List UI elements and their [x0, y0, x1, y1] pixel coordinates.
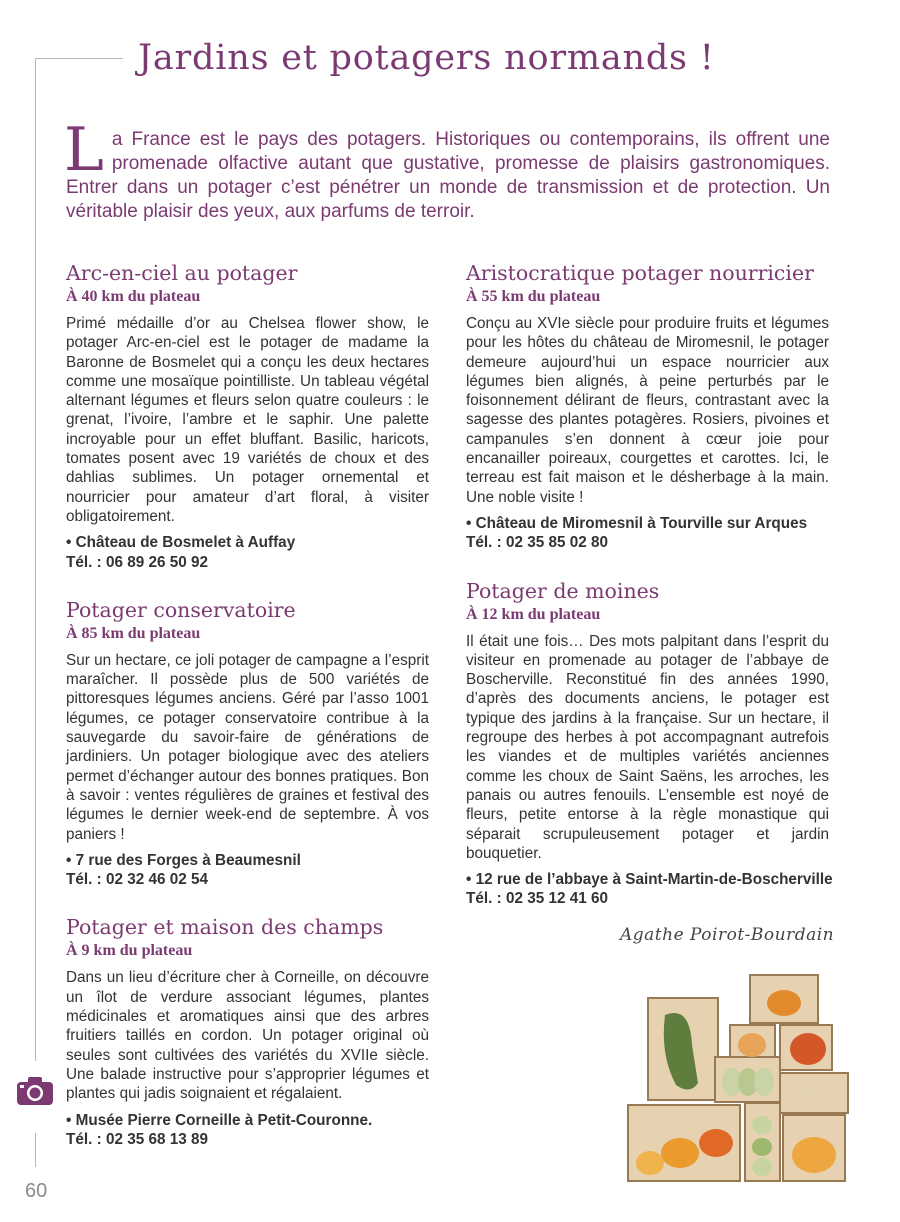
section-address: • Château de Miromesnil à Tourville sur Arques: [466, 514, 808, 532]
pumpkin-icon: [699, 1129, 733, 1157]
section-title: Potager de moines: [466, 578, 660, 603]
section-body: Sur un hectare, ce joli potager de campagne a l’esprit maraîcher. Il possède plus de 500 variétés de pittoresques légumes anciens. Géré par l’asso 1001 légumes, ce potager conservatoire contribue à la sauvegarde du savoir-faire de générations de jardiniers. Un potager biologique avec des ateliers permet d’échanger autour des bonnes pratiques. Bon à savoir : ventes régulières de graines et festival des légumes le dernier week-end de septembre. À vos paniers !: [66, 651, 429, 843]
red-pumpkin-icon: [790, 1033, 826, 1065]
section-contact: [66, 851, 429, 890]
striped-gourd-icon: [754, 1068, 774, 1096]
right-column: [466, 260, 833, 909]
section-phone: Tél. : 02 35 68 13 89: [66, 1130, 209, 1148]
gourd-icon: [752, 1138, 772, 1156]
garden-section: [466, 578, 833, 909]
gourd-icon: [752, 1116, 772, 1134]
section-title: Arc-en-ciel au potager: [66, 261, 298, 285]
section-title: Potager conservatoire: [66, 597, 296, 622]
section-contact: [466, 870, 833, 909]
author-signature: Agathe Poirot-Bourdain: [620, 925, 835, 945]
section-distance: À 40 km du plateau: [66, 288, 201, 305]
garden-section: [466, 260, 829, 553]
frame-line-left: [35, 58, 36, 1061]
section-contact: [466, 514, 829, 553]
garden-section: [66, 597, 429, 890]
intro-paragraph: [64, 115, 830, 224]
section-distance: À 85 km du plateau: [66, 624, 201, 642]
section-distance: À 55 km du plateau: [466, 288, 601, 305]
section-title: Potager et maison des champs: [66, 915, 384, 940]
section-body: Primé médaille d’or au Chelsea flower show, le potager Arc-en-ciel est le potager de madame la Baronne de Bosmelet qui a conçu les deux hectares comme une mosaïque pointilliste. Un tableau végétal alternant légumes et fleurs selon quatre couleurs : le grenat, l’ivoire, l’ambre et le saphir. Une palette incroyable pour un effet bluffant. Basilic, haricots, tomates posent avec 19 variétés de choux et des dahlias sublimes. Un potager ornemental et nourricier pour amateur d’art floral, à visiter obligatoirement.: [66, 315, 429, 525]
section-address: • Château de Bosmelet à Auffay: [66, 534, 296, 552]
camera-icon: [16, 1076, 54, 1106]
section-body: Dans un lieu d’écriture cher à Corneille, on découvre un îlot de verdure associant légumes, plantes médicinales et aromatiques ainsi que des arbres fruitiers taillés en cordon. Un potager original où seules sont cultivées des variétés du XVIIe siècle. Une balade instructive pour s’approprier légumes et plantes qui jadis soignaient et régalaient.: [66, 969, 429, 1103]
section-address: • 7 rue des Forges à Beaumesnil: [66, 851, 301, 869]
frame-line-bottom: [35, 1133, 36, 1167]
section-phone: Tél. : 02 35 12 41 60: [466, 890, 609, 908]
page-title: Jardins et potagers normands !: [138, 38, 715, 78]
garden-section: [66, 914, 429, 1149]
section-phone: Tél. : 06 89 26 50 92: [66, 553, 209, 571]
pumpkin-icon: [661, 1138, 699, 1168]
left-column: [66, 260, 429, 1149]
section-contact: [66, 1111, 429, 1150]
section-phone: Tél. : 02 35 85 02 80: [466, 534, 609, 552]
intro-text: a France est le pays des potagers. Historiques ou contemporains, ils offrent une promenade olfactive autant que gustative, promesse de plaisirs gastronomiques. Entrer dans un potager c’est pénétrer un monde de transmission et de protection. Un véritable plaisir des yeux, aux parfums de terroir.: [66, 129, 830, 222]
section-address: • 12 rue de l’abbaye à Saint-Martin-de-Boscherville: [466, 871, 833, 889]
frame-line-top: [35, 58, 123, 59]
section-distance: À 9 km du plateau: [66, 942, 193, 960]
section-distance: À 12 km du plateau: [466, 605, 601, 623]
section-address: • Musée Pierre Corneille à Petit-Couronne.: [66, 1111, 373, 1129]
section-contact: [66, 533, 429, 572]
intro-dropcap: L: [64, 115, 104, 185]
section-body: Il était une fois… Des mots palpitant dans l’esprit du visiteur en promenade au potager de l’abbaye de Boscherville. Reconstitué fin des années 1990, d’après des documents anciens, le potager est typique des jardins à la française. Sur un hectare, il regroupe des herbes à pot accompagnant autrefois les viandes et de multiples variétés anciennes comme les choux de Saint Saëns, les arroches, les panais ou autres fenouils. L’ensemble est noyé de fleurs, petite entorse à la règle monastique qui séparait scrupuleusement potager et jardin bouquetier.: [466, 632, 829, 862]
section-phone: Tél. : 02 32 46 02 54: [66, 871, 209, 889]
gourd-icon: [752, 1158, 772, 1176]
page-number: 60: [25, 1180, 48, 1202]
pumpkin-icon: [792, 1137, 836, 1173]
vegetable-crates-illustration: [620, 965, 860, 1190]
pumpkin-icon: [636, 1151, 664, 1175]
gourd-icon: [738, 1033, 766, 1057]
garden-section: [66, 260, 429, 572]
section-title: Aristocratique potager nourricier: [466, 261, 814, 285]
section-body: Conçu au XVIe siècle pour produire fruits et légumes pour les hôtes du château de Miromesnil, le potager demeure aujourd’hui un espace nourricier aux légumes bien alignés, à peine perturbés par le foisonnement délirant de fleurs, contrastant avec la sagesse des plantes potagères. Rosiers, pivoines et campanules s’en donnent à cœur joie pour encanailler poireaux, courgettes et carottes. Ici, le terreau est fait maison et le désherbage à la main. Une noble visite !: [466, 315, 829, 506]
pumpkin-icon: [767, 990, 801, 1016]
